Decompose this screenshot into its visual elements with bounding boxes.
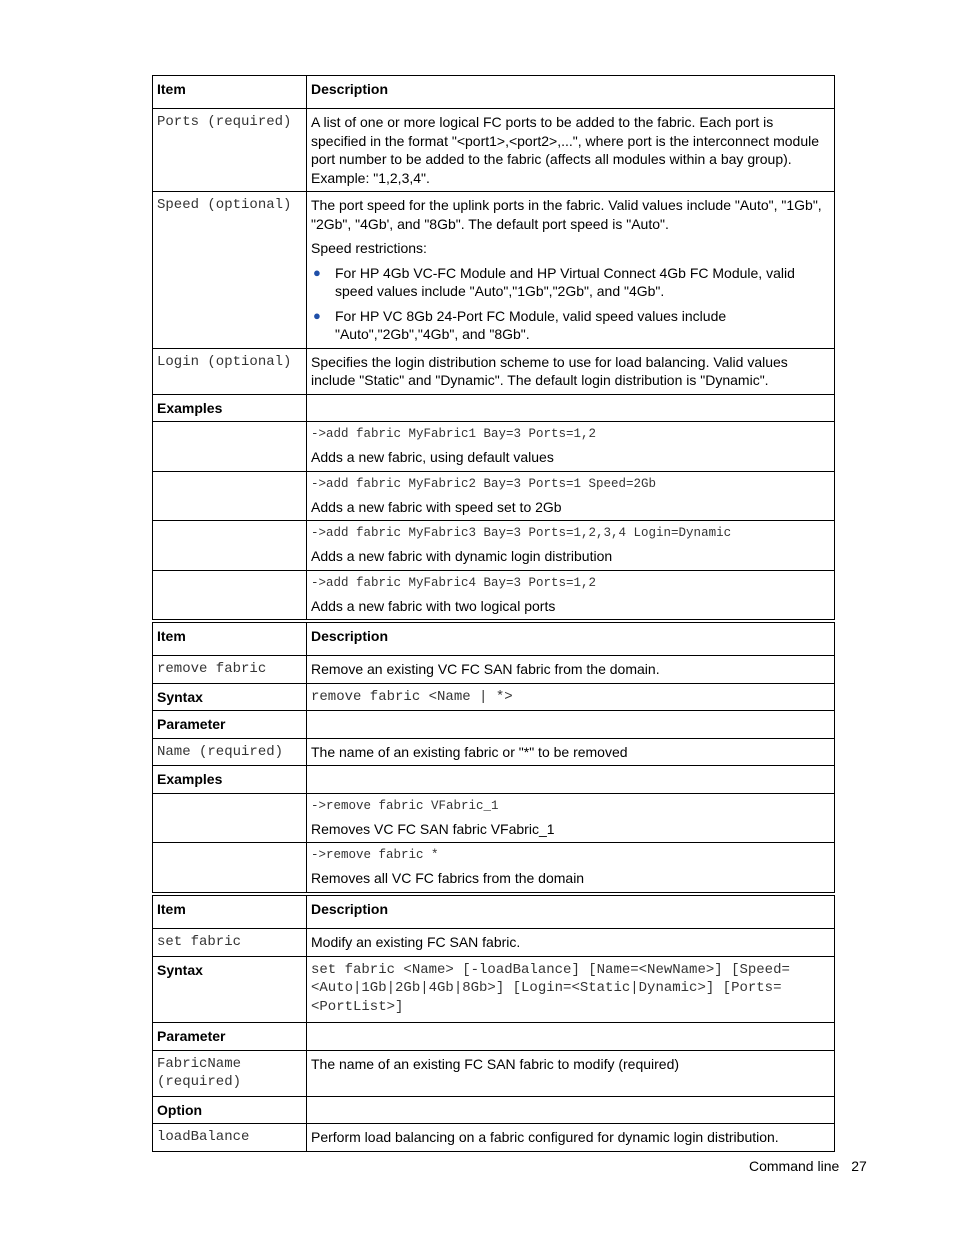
table-row xyxy=(153,192,835,349)
table-row xyxy=(153,766,835,794)
item-header: Item xyxy=(153,623,307,656)
table-row xyxy=(153,1050,835,1096)
table-row xyxy=(153,1023,835,1051)
example-text: Removes all VC FC fabrics from the domain xyxy=(311,870,585,886)
examples-label: Examples xyxy=(153,394,307,422)
name-item: Name (required) xyxy=(153,738,307,766)
command-description: Remove an existing VC FC SAN fabric from the domain. xyxy=(307,656,835,684)
fabricname-item: FabricName (required) xyxy=(153,1050,307,1096)
empty-cell xyxy=(153,843,307,893)
speed-item: Speed (optional) xyxy=(153,192,307,349)
syntax-label: Syntax xyxy=(153,956,307,1023)
example-text: Adds a new fabric with speed set to 2Gb xyxy=(311,498,562,515)
table-header-row xyxy=(153,76,835,109)
table-row xyxy=(153,843,835,893)
loadbalance-description: Perform load balancing on a fabric configured for dynamic login distribution. xyxy=(307,1124,835,1152)
login-item: Login (optional) xyxy=(153,348,307,394)
command-description: Modify an existing FC SAN fabric. xyxy=(307,929,835,957)
empty-cell xyxy=(153,521,307,571)
table-row xyxy=(153,471,835,521)
table-row xyxy=(153,793,835,843)
empty-cell xyxy=(153,422,307,472)
fabricname-description: The name of an existing FC SAN fabric to modify (required) xyxy=(307,1050,835,1096)
empty-cell xyxy=(307,766,835,794)
command-item: remove fabric xyxy=(153,656,307,684)
speed-restrictions-label: Speed restrictions: xyxy=(311,240,427,256)
table-row xyxy=(153,956,835,1023)
set-fabric-table xyxy=(152,895,835,1152)
description-header: Description xyxy=(307,76,835,109)
example-cell xyxy=(307,843,835,893)
loadbalance-item: loadBalance xyxy=(153,1124,307,1152)
table-row xyxy=(153,348,835,394)
table-row xyxy=(153,570,835,620)
example-code: ->remove fabric VFabric_1 xyxy=(311,798,499,813)
ports-description: A list of one or more logical FC ports to be added to the fabric. Each port is specified in the format "<port1>,<port2>,...", where port is the interconnect module port number to be added to the fabric (affects all modules within a bay group). Example: "1,2,3,4". xyxy=(307,109,835,192)
example-cell xyxy=(307,422,835,472)
example-cell xyxy=(307,521,835,571)
example-cell xyxy=(307,471,835,521)
examples-label: Examples xyxy=(153,766,307,794)
empty-cell xyxy=(307,1096,835,1124)
empty-cell xyxy=(153,570,307,620)
table-row xyxy=(153,109,835,192)
empty-cell xyxy=(153,793,307,843)
empty-cell xyxy=(307,711,835,739)
table-row xyxy=(153,521,835,571)
command-item: set fabric xyxy=(153,929,307,957)
description-header: Description xyxy=(307,623,835,656)
table-row xyxy=(153,711,835,739)
example-code: ->add fabric MyFabric2 Bay=3 Ports=1 Speed=2Gb xyxy=(311,476,657,491)
list-item xyxy=(311,307,830,344)
example-cell xyxy=(307,570,835,620)
name-description: The name of an existing fabric or "*" to be removed xyxy=(307,738,835,766)
add-fabric-table xyxy=(152,75,835,620)
page-footer xyxy=(749,1158,867,1174)
bullet-icon: ● xyxy=(313,264,321,280)
speed-restrictions-list xyxy=(311,264,830,344)
table-row xyxy=(153,929,835,957)
description-header: Description xyxy=(307,896,835,929)
table-row xyxy=(153,422,835,472)
syntax-value: remove fabric <Name | *> xyxy=(307,683,835,711)
remove-fabric-table xyxy=(152,622,835,893)
speed-description: The port speed for the uplink ports in the fabric. Valid values include "Auto", "1Gb", "2Gb", "4Gb', and "8Gb". The default port speed is "Auto". xyxy=(311,197,822,232)
footer-section: Command line xyxy=(749,1158,840,1174)
list-item xyxy=(311,264,830,301)
example-code: ->add fabric MyFabric1 Bay=3 Ports=1,2 xyxy=(311,427,597,441)
example-text: Adds a new fabric with dynamic login distribution xyxy=(311,548,613,564)
login-description: Specifies the login distribution scheme to use for load balancing. Valid values include "Static" and "Dynamic". The default login distribution is "Dynamic". xyxy=(307,348,835,394)
table-row xyxy=(153,656,835,684)
bullet-icon: ● xyxy=(313,307,321,323)
bullet-text: For HP 4Gb VC-FC Module and HP Virtual Connect 4Gb FC Module, valid speed values include "Auto","1Gb","2Gb", and "4Gb". xyxy=(335,264,795,299)
table-row xyxy=(153,683,835,711)
parameter-label: Parameter xyxy=(153,711,307,739)
syntax-label: Syntax xyxy=(153,683,307,711)
table-header-row xyxy=(153,896,835,929)
example-code: ->remove fabric * xyxy=(311,848,439,862)
table-row xyxy=(153,1096,835,1124)
ports-item: Ports (required) xyxy=(153,109,307,192)
syntax-value: set fabric <Name> [-loadBalance] [Name=<NewName>] [Speed=<Auto|1Gb|2Gb|4Gb|8Gb>] [Login=<Static|Dynamic>] [Ports=<PortList>] xyxy=(307,956,835,1023)
parameter-label: Parameter xyxy=(153,1023,307,1051)
table-row xyxy=(153,1124,835,1152)
table-row xyxy=(153,738,835,766)
example-code: ->add fabric MyFabric3 Bay=3 Ports=1,2,3,4 Login=Dynamic xyxy=(311,526,732,540)
example-text: Adds a new fabric with two logical ports xyxy=(311,597,556,614)
empty-cell xyxy=(153,471,307,521)
speed-description-cell xyxy=(307,192,835,349)
table-row xyxy=(153,394,835,422)
option-label: Option xyxy=(153,1096,307,1124)
empty-cell xyxy=(307,394,835,422)
example-cell xyxy=(307,793,835,843)
example-code: ->add fabric MyFabric4 Bay=3 Ports=1,2 xyxy=(311,575,597,590)
empty-cell xyxy=(307,1023,835,1051)
item-header: Item xyxy=(153,896,307,929)
page-number: 27 xyxy=(851,1158,867,1174)
item-header: Item xyxy=(153,76,307,109)
bullet-text: For HP VC 8Gb 24-Port FC Module, valid speed values include "Auto","2Gb","4Gb", and "8Gb". xyxy=(335,307,727,342)
table-header-row xyxy=(153,623,835,656)
example-text: Adds a new fabric, using default values xyxy=(311,449,554,465)
example-text: Removes VC FC SAN fabric VFabric_1 xyxy=(311,820,555,837)
